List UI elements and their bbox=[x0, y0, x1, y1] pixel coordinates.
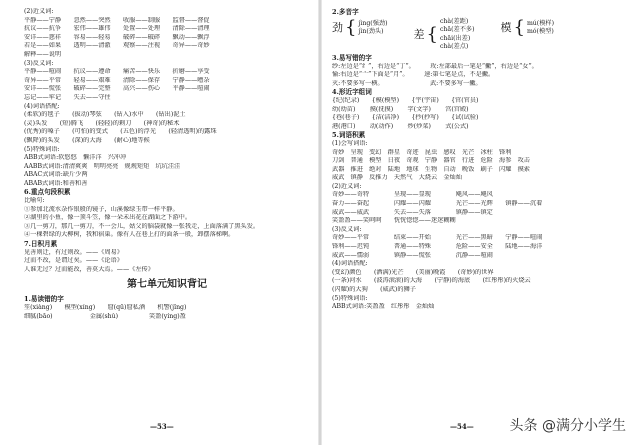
section-heading: 6.重点句段积累 bbox=[24, 188, 71, 197]
section-heading: 2.多音字 bbox=[332, 8, 359, 16]
text-line: 刀剑 普通 模型 日夜 奇观 宁静 器官 行进 危险 海参 攻击 bbox=[332, 157, 530, 165]
brace-icon: { bbox=[345, 17, 357, 39]
text-line: (灵)头发 (短)腾飞 (轻轻)的剩刀 (神奇)的秘术 bbox=[24, 119, 180, 127]
text-line: 威武 镇静 反推力 天然气 大烧云 金灿灿 bbox=[332, 174, 462, 182]
page-number-right: —54— bbox=[450, 422, 474, 431]
text-line: 平静——宁静 忽然——突然 收服——制服 监督——督促 bbox=[24, 16, 210, 24]
text-line: 奇妙 呈现 变幻 群星 奇迹 昆虫 感叹 光芒 冰柱 锋利 bbox=[332, 148, 512, 156]
polyphone-readings bbox=[358, 20, 387, 37]
polyphone-char: 劲 bbox=[332, 21, 343, 35]
text-line: 安详——慈祥 容易——轻易 破碎——破碎 飘动——飘浮 bbox=[24, 33, 210, 41]
text-line: {巷(巷子) {洁(洁净) {抄(抄写) {试(试验) bbox=[332, 114, 479, 122]
text-line: (3)反义词: bbox=[332, 225, 362, 233]
text-line: 奋力——奋起 闪耀——闪耀 光芒——光辉 镇静——沉着 bbox=[332, 200, 543, 208]
text-line: AABB式词语:清清爽爽 明明亮亮 规规矩矩 坑坑洼洼 bbox=[24, 162, 181, 170]
text-line: 愉:右边是“亠”下面是“月”。 速:第七笔是点，不是撇。 bbox=[332, 71, 495, 79]
text-line: 细腻(bāo) 金属(shǔ) 笑盈(yíng)盈 bbox=[24, 312, 186, 320]
text-line: 比喻句: bbox=[24, 197, 45, 205]
text-line: 威武——威武 失去——失落 镇静——镇定 bbox=[332, 208, 493, 216]
polyphone-reading: jìng(强劲) bbox=[358, 19, 388, 27]
section-heading: 7.日积月累 bbox=[24, 240, 58, 249]
text-line: 安详——慌张 破碎——完整 高兴——伤心 平静——喧闹 bbox=[24, 85, 210, 93]
polyphone-reading: mó(模型) bbox=[526, 28, 554, 36]
polyphone-reading: mú(模样) bbox=[526, 19, 554, 27]
text-line: 过而不改，是谓过矣。——《论语》 bbox=[24, 257, 123, 265]
text-line: 奇妙——平常 结束——开始 光芒——黑暗 宁静——喧闹 bbox=[332, 234, 543, 242]
text-line: 奇妙——奇特 呈现——显现 飓风——飓风 bbox=[332, 191, 493, 199]
text-line: ABB式词语:笑盈盈 红彤彤 金灿灿 bbox=[332, 303, 435, 311]
unit-title: 第七单元知识背记 bbox=[127, 279, 207, 291]
polyphone-reading: chāi(出差) bbox=[439, 34, 471, 42]
text-line: ABB式词语:软悠悠 懒洋洋 兴冲冲 bbox=[24, 154, 127, 162]
left-text-block bbox=[24, 8, 310, 274]
polyphone-group bbox=[500, 18, 554, 38]
text-line: 笙(xiàng) 模型(xíng) 窟(qū)窟私酒 机警(jǐng) bbox=[24, 304, 187, 311]
text-line: (闪耀)的大狗 (威武)的狮子 bbox=[332, 286, 416, 293]
text-line: 人谁无过？过而能改，善莫大焉。——《左传》 bbox=[24, 265, 154, 273]
text-line: (优秀)的嗓子 (可怕)的变式 (五色)的浮光 (轻清透明)的露珠 bbox=[24, 128, 217, 136]
text-line: ABAB式词语:和善和善 bbox=[24, 179, 88, 187]
section-heading: 5.词语积累 bbox=[332, 131, 366, 140]
polyphone-group bbox=[332, 18, 388, 38]
watermark: 头条 @满分小学生 bbox=[509, 418, 626, 434]
text-line: 笑盈盈——笑呵呵 恍恍惚惚——迷迷糊糊 bbox=[332, 217, 456, 225]
text-line: (2)近义词: bbox=[24, 8, 54, 15]
text-line: (4)词语搭配: bbox=[332, 260, 368, 268]
section-heading: 1.易读错的字 bbox=[24, 295, 64, 304]
section-heading: 4.形近字组词 bbox=[332, 88, 372, 97]
text-line: 抗议——抗争 宏伟——雄伟 处置——处理 清除——清理 bbox=[24, 25, 210, 33]
polyphone-char: 模 bbox=[500, 21, 512, 35]
text-line: 锋利——迟钝 普通——特殊 危险——安全 陆地——海洋 bbox=[332, 243, 543, 251]
left-section-block bbox=[24, 295, 310, 321]
polyphone-reading: chà(差距) bbox=[439, 17, 469, 25]
text-line: 忘记——牢记 失去——守住 bbox=[24, 93, 111, 101]
text-line: 若是——如果 透明——清澈 观察——注视 奇异——奇妙 bbox=[24, 42, 210, 50]
text-line: (变幻)颜色 (洒满)光芒 (美丽)晚霞 (奇妙)的世界 bbox=[332, 268, 494, 276]
brace-icon: { bbox=[426, 23, 438, 45]
text-line: (5)特殊词语: bbox=[24, 145, 60, 153]
page-number-left: —53— bbox=[150, 422, 174, 431]
text-line: (3)反义词: bbox=[24, 59, 54, 67]
text-line: (柔软)的毯子 (拔动)琴弦 (钻入)水中 (钻出)泥土 bbox=[24, 111, 186, 119]
text-line: ABAC式词语:缺斤少两 bbox=[24, 171, 88, 179]
text-line: 港(港口) 动(动作) 炒(炒菜) 式(公式) bbox=[332, 122, 469, 130]
text-line: (1)会写词语: bbox=[332, 139, 368, 147]
polyphone-readings bbox=[527, 20, 554, 37]
text-line: ②湖里的小鱼，像一顶斗笠，像一朵未出花在湖面之下游中。 bbox=[24, 214, 192, 222]
right-text-block bbox=[332, 54, 630, 312]
text-line: 灭:不要多写一横。 武:不要多写一撇。 bbox=[332, 79, 482, 87]
text-line: (飘降)的头发 (深)的大海 (耐心)地等候 bbox=[24, 136, 150, 144]
text-line: 威武——懦弱 镇静——慌张 沉静——喧闹 bbox=[332, 251, 493, 259]
brace-icon: { bbox=[513, 17, 525, 39]
text-line: 解释——说明 bbox=[24, 50, 62, 58]
text-line: (一条)河水 (波涛滚滚)的大海 (宁静)的海底 (红彤彤)的火烧云 bbox=[332, 277, 531, 285]
polyphone-char: 差 bbox=[413, 27, 425, 41]
text-line: ①参加北流水杂作银般的镜子，山溪像绿玉带一样平静。 bbox=[24, 205, 179, 213]
text-line: 见善则迁，有过则改。——《周易》 bbox=[24, 248, 123, 256]
polyphone-group bbox=[414, 18, 475, 52]
polyphone-reading: chā(差不多) bbox=[439, 26, 475, 34]
text-line: (4)词语搭配: bbox=[24, 102, 60, 110]
text-line: 武器 推进 绝对 陆地 地球 生物 自动 晚饭 刷子 闪耀 摸索 bbox=[332, 165, 530, 173]
text-line: ④一棵碧绿的大柳树，我和宿巢。像有人在巷上打的面条一般，卸摆落梯啊。 bbox=[24, 231, 235, 239]
text-line: (5)特殊词语: bbox=[332, 294, 368, 302]
section-heading: 3.易写错的字 bbox=[332, 53, 372, 62]
polyphone-readings bbox=[440, 18, 475, 52]
polyphone-reading: jìn(劲头) bbox=[358, 28, 384, 36]
polyphone-reading: chà(差点) bbox=[439, 43, 469, 51]
right-intro-block bbox=[332, 8, 630, 17]
right-page bbox=[320, 0, 640, 445]
text-line: 奇异——平常 轻易——艰难 清除——保存 宁静——嘈杂 bbox=[24, 76, 210, 84]
text-line: 平静——喧闹 抗议——遵命 痛苦——快乐 折磨——享受 bbox=[24, 68, 210, 76]
text-line: {纪(纪录) {模(模型) {宇(宇宙) {官(官员) bbox=[332, 96, 479, 104]
text-line: 纱:左边是“纟”，右边是“丁”。 玫:左部最后一笔是“撇”，右边是“女”。 bbox=[332, 62, 538, 70]
text-line: 幼(幼苗) 摸(抚摸) 字(文字) 宫(宫殿) bbox=[332, 105, 469, 113]
text-line: (2)近义词: bbox=[332, 182, 362, 190]
polyphone-block bbox=[332, 18, 630, 52]
text-line: ③几一剪刀，那几一剪刀，不一会儿，姑父的脑袋就像一张我走，上面落满了黑头发。 bbox=[24, 222, 260, 230]
